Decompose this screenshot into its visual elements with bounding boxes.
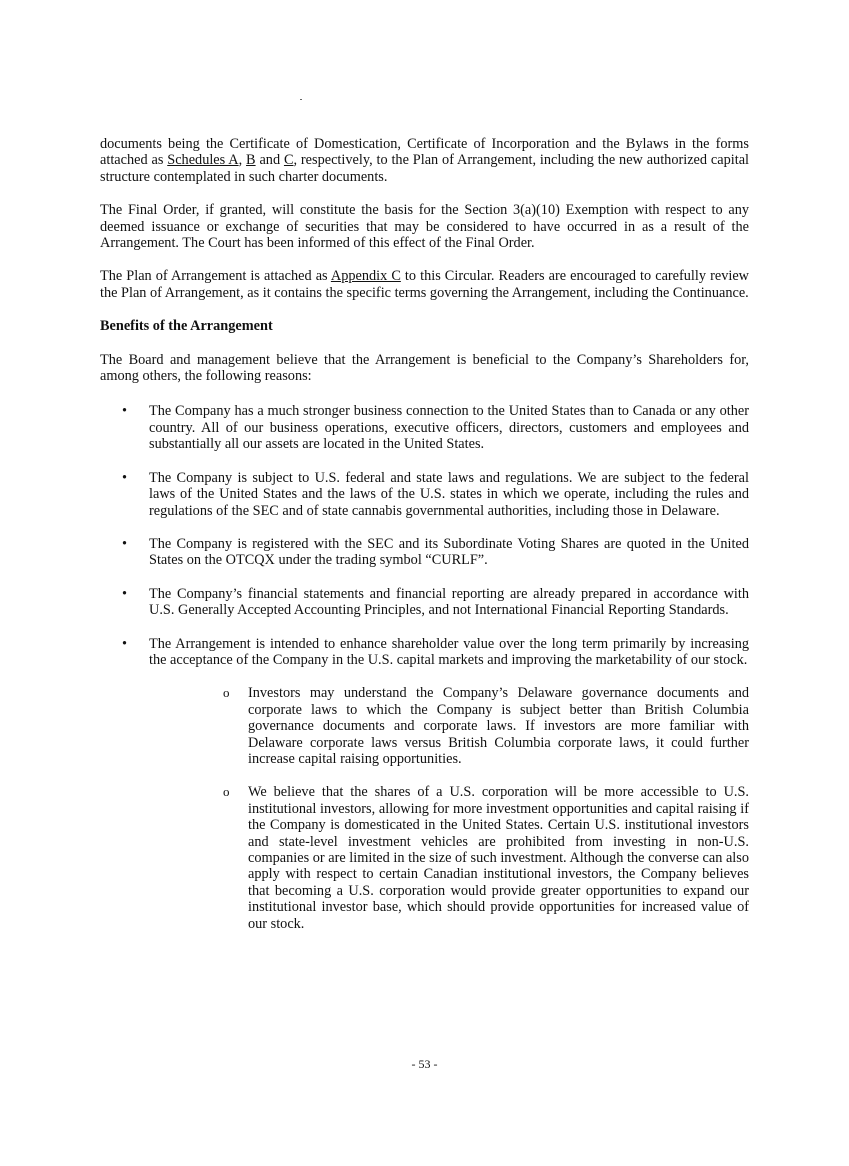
text-run: documents being the Certificate of Domestication, Certificate of Incorporation and the Bylaws in the forms attached as <box>100 136 749 169</box>
sub-bullet-icon: o <box>223 685 230 701</box>
list-item-text: The Arrangement is intended to enhance shareholder value over the long term primarily by increasing the acceptance of the Company in the U.S. capital markets and improving the marketability of our stock. <box>149 635 749 668</box>
list-item-text: The Company is registered with the SEC and its Subordinate Voting Shares are quoted in the United States on the OTCQX under the trading symbol “CURLF”. <box>149 535 749 569</box>
list-item <box>100 536 749 569</box>
paragraph-charter-documents <box>100 136 749 185</box>
appendix-c-reference: Appendix C <box>330 268 401 285</box>
sub-list-item-text: We believe that the shares of a U.S. corporation will be more accessible to U.S. institutional investors, allowing for more investment opportunities and capital raising if the Company is domesticated in the United States. Certain U.S. institutional investors and state-level investment vehicles are prohibited from investing in non-U.S. companies or are limited in the size of such investment. Although the converse can also apply with respect to certain Canadian institutional investors, the Company believes that becoming a U.S. corporation would provide greater opportunities to expand our institutional investor base, which should provide opportunities for increased value of our stock. <box>248 784 749 932</box>
schedule-b-reference: B <box>246 152 256 169</box>
bullet-icon: • <box>122 585 128 602</box>
sub-list <box>149 685 749 932</box>
document-body <box>100 136 749 949</box>
bullet-icon: • <box>122 403 128 420</box>
text-run: , respectively, to the Plan of Arrangement, including the new authorized capital structure contemplated in such charter documents. <box>100 152 750 185</box>
list-item-text: The Company has a much stronger business connection to the United States than to Canada or any other country. All of our business operations, executive officers, directors, customers and employees and substantially all our assets are located in the United States. <box>149 403 749 453</box>
bullet-icon: • <box>122 469 128 486</box>
sub-list-item <box>149 784 749 932</box>
schedule-c-reference: C <box>283 152 294 169</box>
page-number: - 53 - <box>411 1057 438 1071</box>
list-item <box>100 470 749 519</box>
sub-list-item-text: Investors may understand the Company’s Delaware governance documents and corporate laws to which the Company is subject better than British Columbia governance documents and corporate laws. If investors are more familiar with Delaware corporate laws versus British Columbia corporate laws, it could further increase capital raising opportunities. <box>248 685 749 767</box>
scan-mark <box>300 99 302 100</box>
list-item <box>100 636 749 933</box>
section-heading: Benefits of the Arrangement <box>100 318 273 335</box>
text-run: , <box>238 152 247 169</box>
text-run: and <box>255 152 284 169</box>
bullet-icon: • <box>122 535 128 552</box>
bullet-icon: • <box>122 635 128 652</box>
paragraph-intro: The Board and management believe that the Arrangement is beneficial to the Company’s Shareholders for, among others, the following reasons: <box>100 351 749 385</box>
text-run: The Plan of Arrangement is attached as <box>100 268 331 285</box>
paragraph-final-order: The Final Order, if granted, will constitute the basis for the Section 3(a)(10) Exemption with respect to any deemed issuance or exchange of securities that may be considered to have occurred in as a result of the Arrangement. The Court has been informed of this effect of the Final Order. <box>100 202 749 252</box>
sub-bullet-icon: o <box>223 784 230 800</box>
schedules-a-reference: Schedules A <box>167 152 239 169</box>
list-item <box>100 586 749 619</box>
paragraph-plan-of-arrangement <box>100 268 749 301</box>
list-item-text: The Company’s financial statements and financial reporting are already prepared in accordance with U.S. Generally Accepted Accounting Principles, and not International Financial Reporting Standards. <box>149 585 749 619</box>
list-item-text: The Company is subject to U.S. federal and state laws and regulations. We are subject to the federal laws of the United States and the laws of the U.S. states in which we operate, including the rules and regulations of the SEC and of state cannabis governmental authorities, including those in Delaware. <box>149 469 749 519</box>
benefits-list <box>100 403 749 932</box>
sub-list-item <box>149 685 749 767</box>
text-run: to this Circular. Readers are encouraged to carefully review the Plan of Arrangement, as it contains the specific terms governing the Arrangement, including the Continuance. <box>100 268 749 301</box>
list-item <box>100 403 749 452</box>
